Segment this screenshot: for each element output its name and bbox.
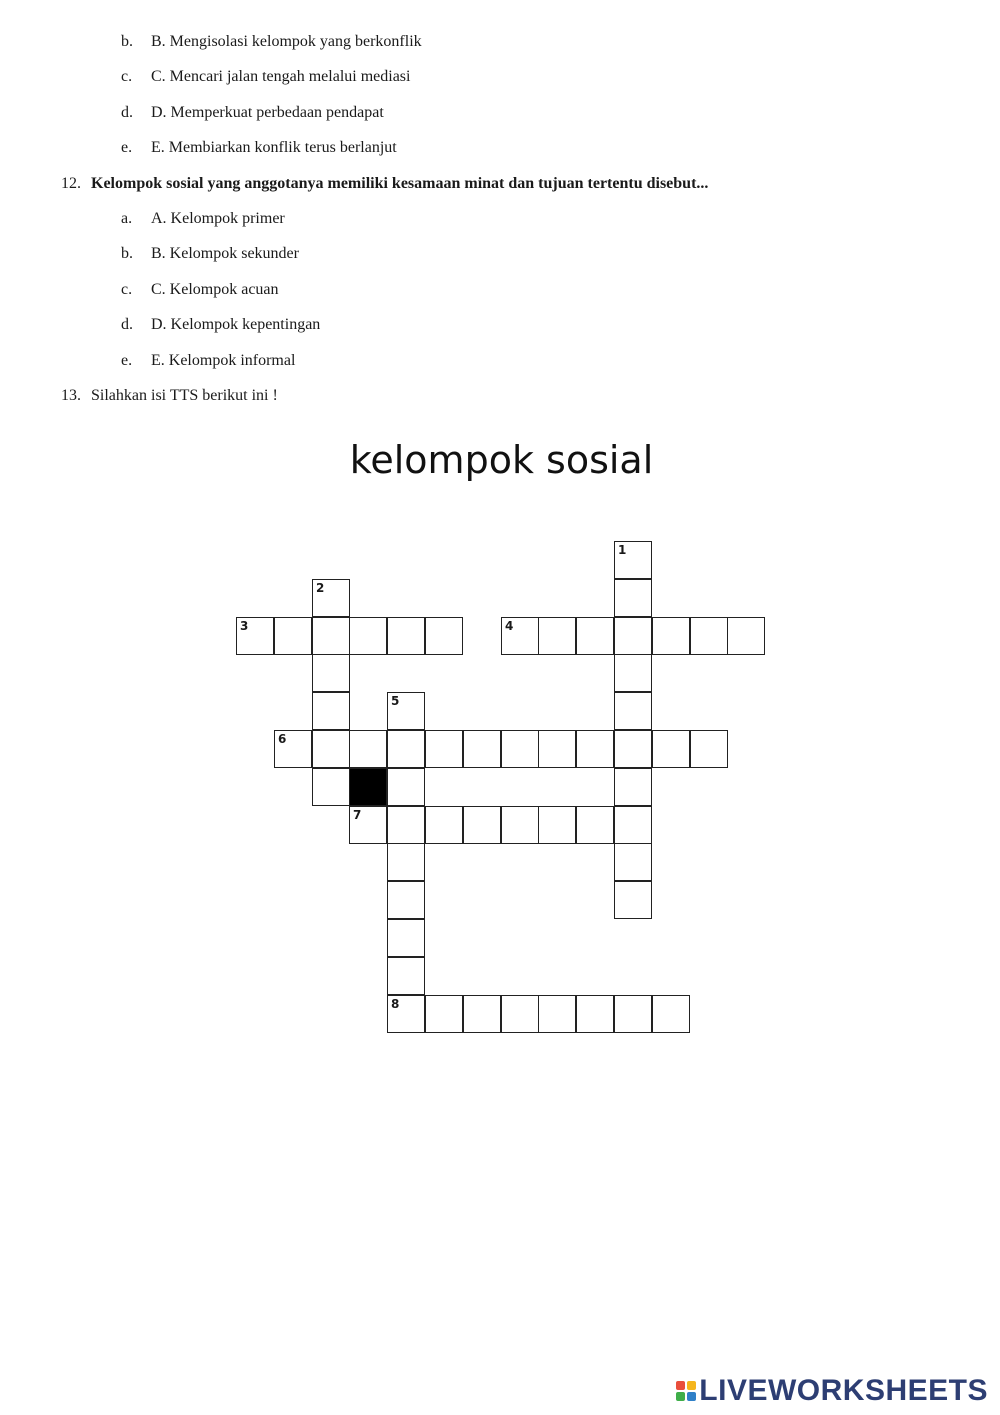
liveworksheets-logo xyxy=(676,1374,988,1408)
option-letter: e. xyxy=(121,351,133,369)
option-letter: a. xyxy=(121,210,133,227)
question-13 xyxy=(0,386,1000,406)
crossword-cell[interactable] xyxy=(501,995,539,1033)
option-letter: b. xyxy=(121,245,133,263)
answer-option[interactable] xyxy=(0,67,1000,87)
crossword-cell[interactable] xyxy=(538,730,576,768)
crossword-cell[interactable] xyxy=(387,692,425,730)
crossword-cell[interactable] xyxy=(614,806,652,844)
answer-option[interactable] xyxy=(0,32,1000,52)
option-text: B. Kelompok sekunder xyxy=(151,245,299,263)
option-text: A. Kelompok primer xyxy=(151,210,285,227)
crossword-cell[interactable] xyxy=(312,692,350,730)
option-text: C. Mencari jalan tengah melalui mediasi xyxy=(151,68,411,86)
crossword-cell[interactable] xyxy=(463,995,501,1033)
crossword-cell[interactable] xyxy=(274,730,312,768)
crossword-cell[interactable] xyxy=(463,806,501,844)
option-letter: b. xyxy=(121,33,133,50)
crossword-cell[interactable] xyxy=(576,617,614,655)
crossword-cell[interactable] xyxy=(312,579,350,617)
crossword-cell[interactable] xyxy=(349,806,387,844)
answer-option[interactable] xyxy=(0,138,1000,158)
crossword-cell[interactable] xyxy=(576,995,614,1033)
crossword-cell[interactable] xyxy=(387,843,425,881)
option-text: D. Memperkuat perbedaan pendapat xyxy=(151,103,384,121)
clue-number: 6 xyxy=(278,732,287,746)
answer-option[interactable] xyxy=(0,280,1000,300)
crossword-cell[interactable] xyxy=(614,843,652,881)
crossword-cell[interactable] xyxy=(387,881,425,919)
crossword-cell[interactable] xyxy=(425,806,463,844)
crossword-cell[interactable] xyxy=(690,617,728,655)
option-letter: e. xyxy=(121,139,133,157)
clue-number: 8 xyxy=(391,997,400,1011)
option-letter: c. xyxy=(121,68,133,86)
question-12 xyxy=(0,174,1000,194)
option-text: E. Kelompok informal xyxy=(151,351,296,369)
crossword-cell[interactable] xyxy=(425,617,463,655)
crossword-cell[interactable] xyxy=(349,730,387,768)
question-number: 12. xyxy=(61,175,81,192)
crossword-cell[interactable] xyxy=(501,806,539,844)
crossword-cell[interactable] xyxy=(236,617,274,655)
clue-number: 1 xyxy=(618,543,627,557)
crossword-cell[interactable] xyxy=(576,806,614,844)
question-number: 13. xyxy=(61,387,81,404)
crossword-cell[interactable] xyxy=(387,957,425,995)
crossword-cell[interactable] xyxy=(652,995,690,1033)
crossword-cell[interactable] xyxy=(690,730,728,768)
crossword-cell[interactable] xyxy=(614,617,652,655)
option-letter: d. xyxy=(121,316,133,334)
option-text: E. Membiarkan konflik terus berlanjut xyxy=(151,139,397,157)
crossword-cell[interactable] xyxy=(614,881,652,919)
crossword-cell[interactable] xyxy=(425,995,463,1033)
answer-option[interactable] xyxy=(0,103,1000,123)
crossword-cell[interactable] xyxy=(727,617,765,655)
clue-number: 7 xyxy=(353,808,362,822)
clue-number: 5 xyxy=(391,694,400,708)
crossword-cell[interactable] xyxy=(652,730,690,768)
crossword-cell[interactable] xyxy=(463,730,501,768)
logo-text: LIVEWORKSHEETS xyxy=(699,1374,988,1407)
clue-number: 2 xyxy=(316,581,325,595)
crossword-cell[interactable] xyxy=(614,768,652,806)
option-text: C. Kelompok acuan xyxy=(151,280,279,298)
clue-number: 3 xyxy=(240,619,249,633)
crossword-cell[interactable] xyxy=(312,768,350,806)
crossword-cell[interactable] xyxy=(538,617,576,655)
crossword-cell[interactable] xyxy=(614,730,652,768)
crossword-cell[interactable] xyxy=(312,617,350,655)
question-text: Silahkan isi TTS berikut ini ! xyxy=(91,387,278,404)
crossword-black-cell xyxy=(349,768,387,806)
option-text: D. Kelompok kepentingan xyxy=(151,316,321,334)
crossword-cell[interactable] xyxy=(312,730,350,768)
crossword-cell[interactable] xyxy=(538,806,576,844)
crossword-cell[interactable] xyxy=(387,995,425,1033)
crossword-cell[interactable] xyxy=(387,919,425,957)
crossword-cell[interactable] xyxy=(274,617,312,655)
option-letter: d. xyxy=(121,103,133,121)
crossword-cell[interactable] xyxy=(387,617,425,655)
crossword-cell[interactable] xyxy=(349,617,387,655)
crossword-cell[interactable] xyxy=(387,806,425,844)
crossword-cell[interactable] xyxy=(501,730,539,768)
crossword-cell[interactable] xyxy=(576,730,614,768)
crossword-cell[interactable] xyxy=(614,541,652,579)
crossword-cell[interactable] xyxy=(614,995,652,1033)
answer-option[interactable] xyxy=(0,315,1000,335)
crossword-cell[interactable] xyxy=(501,617,539,655)
crossword-cell[interactable] xyxy=(614,654,652,692)
question-text: Kelompok sosial yang anggotanya memiliki kesamaan minat dan tujuan tertentu disebut... xyxy=(91,175,709,192)
crossword-cell[interactable] xyxy=(614,692,652,730)
answer-option[interactable] xyxy=(0,351,1000,371)
crossword-cell[interactable] xyxy=(614,579,652,617)
clue-number: 4 xyxy=(505,619,514,633)
logo-mark-icon xyxy=(676,1381,696,1401)
answer-option[interactable] xyxy=(0,244,1000,264)
answer-option[interactable] xyxy=(0,209,1000,229)
crossword-cell[interactable] xyxy=(387,768,425,806)
option-letter: c. xyxy=(121,280,133,298)
crossword-cell[interactable] xyxy=(538,995,576,1033)
crossword-cell[interactable] xyxy=(652,617,690,655)
crossword-cell[interactable] xyxy=(387,730,425,768)
crossword-title: kelompok sosial xyxy=(349,438,654,482)
option-text: B. Mengisolasi kelompok yang berkonflik xyxy=(151,33,422,50)
crossword-cell[interactable] xyxy=(425,730,463,768)
crossword-cell[interactable] xyxy=(312,654,350,692)
